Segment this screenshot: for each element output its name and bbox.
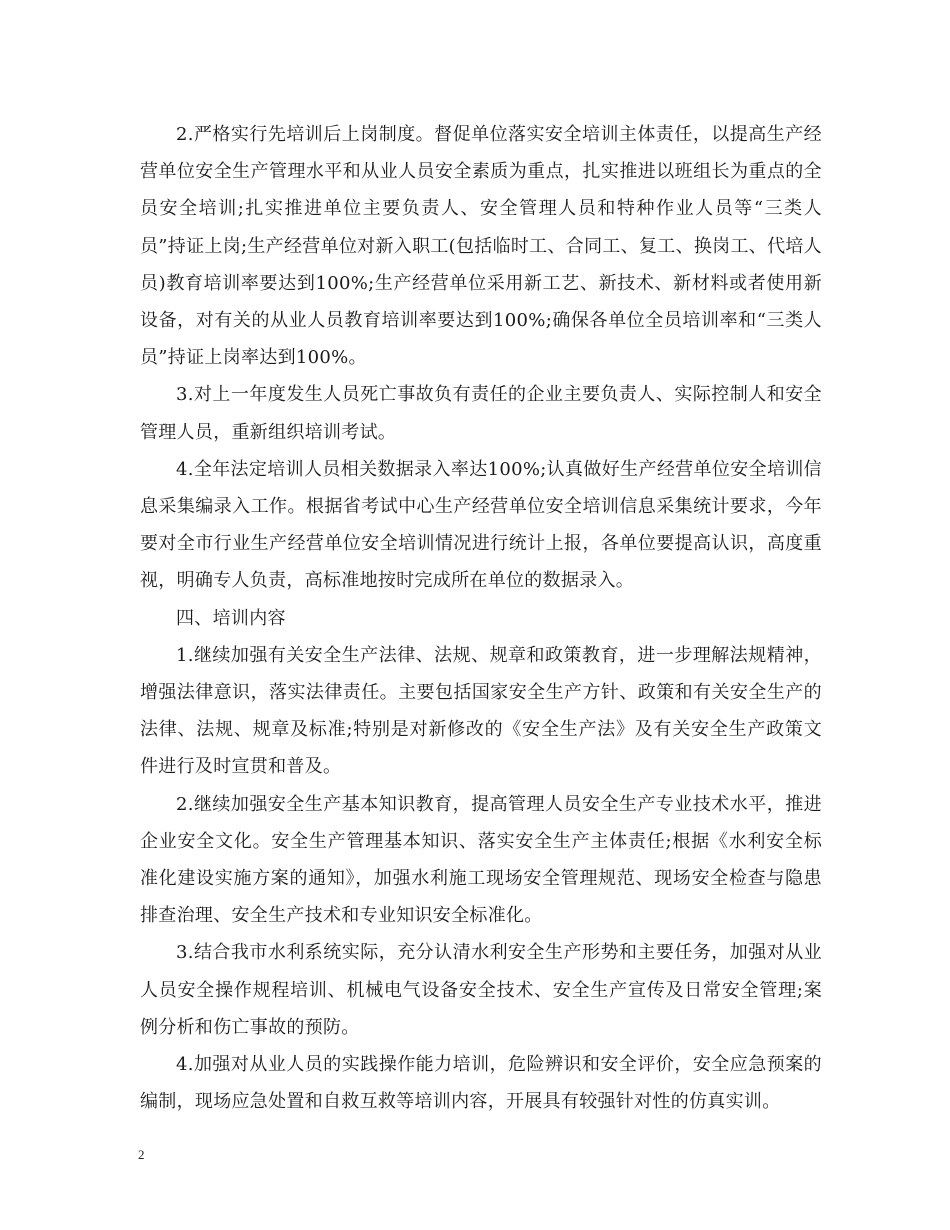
paragraph-item-4-data-entry: 4.全年法定培训人员相关数据录入率达100%;认真做好生产经营单位安全培训信息采集编录入工作。根据省考试中心生产经营单位安全培训信息采集统计要求，今年要对全市行业生产经营单位安全培训情况进行统计上报，各单位要提高认识，高度重视，明确专人负责，高标准地按时完成所在单位的数据录入。 [140, 458, 822, 592]
paragraph-content-2-basic-knowledge: 2.继续加强安全生产基本知识教育，提高管理人员安全生产专业技术水平，推进企业安全文化。安全生产管理基本知识、落实安全生产主体责任;根据《水利安全标准化建设实施方案的通知》，加强水利施工现场安全管理规范、现场安全检查与隐患排查治理、安全生产技术和专业知识安全标准化。 [140, 793, 822, 927]
section-heading-training-content: 四、培训内容 [176, 607, 286, 629]
document-body [140, 116, 822, 1120]
paragraph-item-3-retraining-exam: 3.对上一年度发生人员死亡事故负有责任的企业主要负责人、实际控制人和安全管理人员，重新组织培训考试。 [140, 384, 822, 443]
paragraph-content-1-laws-education: 1.继续加强有关安全生产法律、法规、规章和政策教育，进一步理解法规精神，增强法律意识，落实法律责任。主要包括国家安全生产方针、政策和有关安全生产的法律、法规、规章及标准;特别是对新修改的《安全生产法》及有关安全生产政策文件进行及时宣贯和普及。 [140, 644, 822, 778]
paragraph-content-3-water-safety: 3.结合我市水利系统实际，充分认清水利安全生产形势和主要任务，加强对从业人员安全操作规程培训、机械电气设备安全技术、安全生产宣传及日常安全管理;案例分析和伤亡事故的预防。 [140, 942, 822, 1038]
paragraph-content-4-practical-training: 4.加强对从业人员的实践操作能力培训，危险辨识和安全评价，安全应急预案的编制，现场应急处置和自救互救等培训内容，开展具有较强针对性的仿真实训。 [140, 1054, 822, 1113]
page-number: 2 [138, 1147, 145, 1162]
paragraph-item-2-training-before-post: 2.严格实行先培训后上岗制度。督促单位落实安全培训主体责任，以提高生产经营单位安全生产管理水平和从业人员安全素质为重点，扎实推进以班组长为重点的全员安全培训;扎实推进单位主要负责人、安全管理人员和特种作业人员等“三类人员”持证上岗;生产经营单位对新入职工(包括临时工、合同工、复工、换岗工、代培人员)教育培训率要达到100%;生产经营单位采用新工艺、新技术、新材料或者使用新设备，对有关的从业人员教育培训率要达到100%;确保各单位全员培训率和“三类人员”持证上岗率达到100%。 [140, 124, 822, 369]
